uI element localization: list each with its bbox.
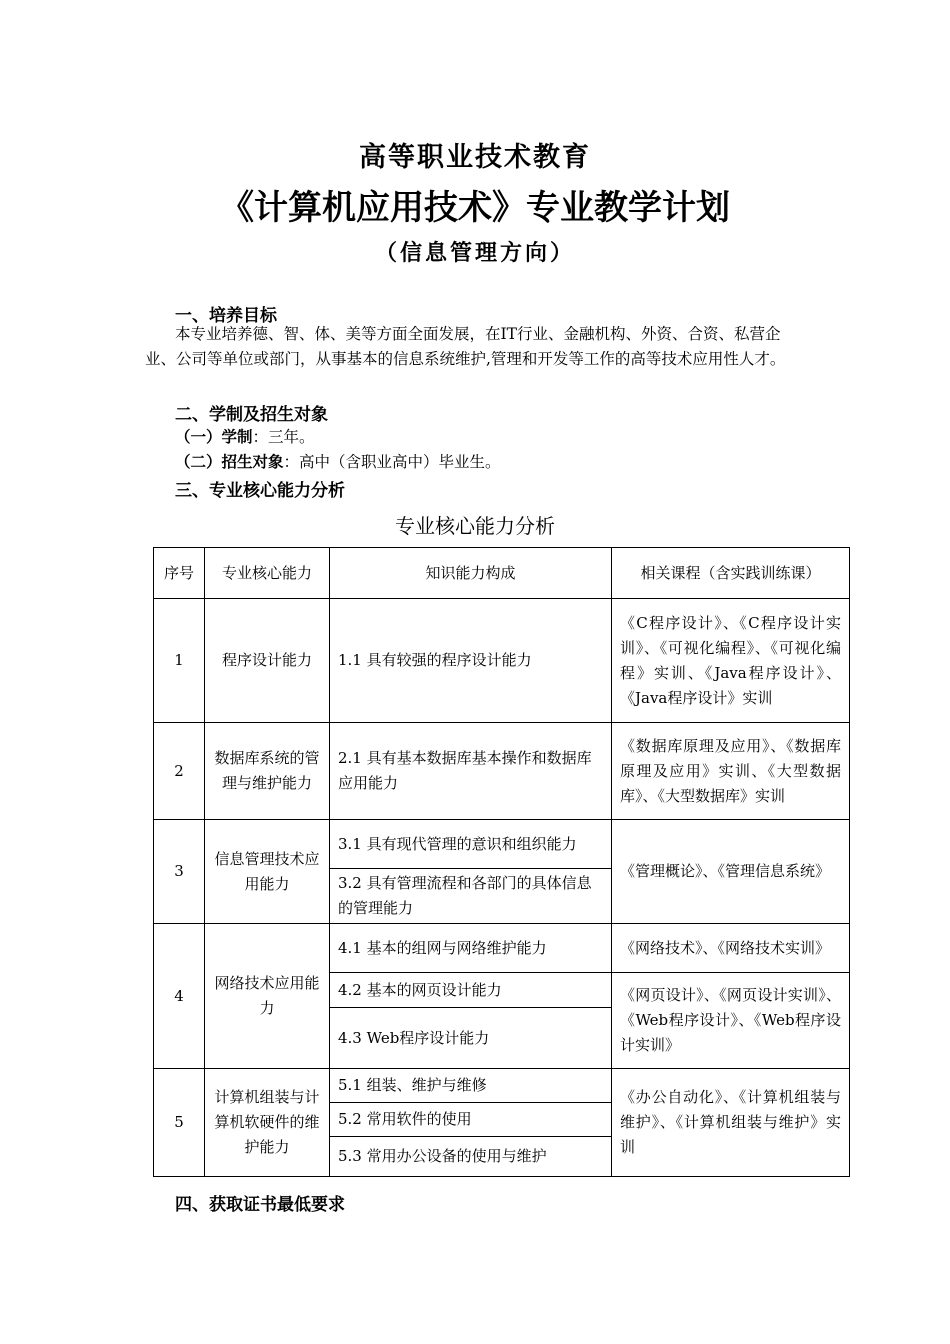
row-courses: 《办公自动化》、《计算机组装与维护》、《计算机组装与维护》实训 <box>612 1069 850 1177</box>
row-knowledge: 4.2 基本的网页设计能力 <box>330 973 612 1008</box>
duration-label: （一）学制 <box>175 428 253 446</box>
table-row <box>154 599 850 723</box>
section-heading-certificates: 四、获取证书最低要求 <box>175 1195 345 1215</box>
row-courses: 《网页设计》、《网页设计实训》、《Web程序设计》、《Web程序设计实训》 <box>612 973 850 1069</box>
header-knowledge: 知识能力构成 <box>330 548 612 599</box>
enrollment-value: ：高中（含职业高中）毕业生。 <box>283 453 501 471</box>
row-ability: 计算机组装与计算机软硬件的维护能力 <box>205 1069 330 1177</box>
row-number: 5 <box>154 1069 205 1177</box>
row-knowledge: 5.3 常用办公设备的使用与维护 <box>330 1137 612 1177</box>
doc-title-direction: （信息管理方向） <box>374 241 575 266</box>
section-heading-duration: 二、学制及招生对象 <box>175 405 328 425</box>
row-courses: 《管理概论》、《管理信息系统》 <box>612 820 850 924</box>
row-ability: 网络技术应用能力 <box>205 924 330 1069</box>
duration-value: ：三年。 <box>252 428 315 446</box>
row-number: 2 <box>154 723 205 820</box>
table-row <box>154 1069 850 1103</box>
core-ability-table <box>153 547 850 1177</box>
row-knowledge: 3.1 具有现代管理的意识和组织能力 <box>330 820 612 869</box>
row-courses: 《网络技术》、《网络技术实训》 <box>612 924 850 973</box>
row-knowledge: 3.2 具有管理流程和各部门的具体信息的管理能力 <box>330 869 612 924</box>
row-ability: 程序设计能力 <box>205 599 330 723</box>
table-caption: 专业核心能力分析 <box>395 514 555 538</box>
row-knowledge: 5.1 组装、维护与维修 <box>330 1069 612 1103</box>
table-row <box>154 924 850 973</box>
duration-line <box>175 425 315 447</box>
row-courses: 《C程序设计》、《C程序设计实训》、《可视化编程》、《可视化编程》实训、《Java程序设计》、《Java程序设计》实训 <box>612 599 850 723</box>
row-knowledge: 4.1 基本的组网与网络维护能力 <box>330 924 612 973</box>
doc-title-line1: 高等职业技术教育 <box>359 142 591 173</box>
enrollment-line <box>175 450 501 472</box>
row-number: 3 <box>154 820 205 924</box>
header-courses: 相关课程（含实践训练课） <box>612 548 850 599</box>
section-heading-core-ability: 三、专业核心能力分析 <box>175 481 345 501</box>
table-row <box>154 723 850 820</box>
section-goal-text: 本专业培养德、智、体、美等方面全面发展，在IT行业、金融机构、外资、合资、私营企业、公司等单位或部门，从事基本的信息系统维护,管理和开发等工作的高等技术应用性人才。 <box>145 325 786 368</box>
row-knowledge: 2.1 具有基本数据库基本操作和数据库应用能力 <box>330 723 612 820</box>
row-knowledge: 5.2 常用软件的使用 <box>330 1103 612 1137</box>
row-courses: 《数据库原理及应用》、《数据库原理及应用》实训、《大型数据库》、《大型数据库》实训 <box>612 723 850 820</box>
row-ability: 数据库系统的管理与维护能力 <box>205 723 330 820</box>
table-header-row <box>154 548 850 599</box>
row-number: 1 <box>154 599 205 723</box>
row-number: 4 <box>154 924 205 1069</box>
row-knowledge: 4.3 Web程序设计能力 <box>330 1008 612 1069</box>
table-row <box>154 820 850 869</box>
doc-title-main: 《计算机应用技术》专业教学计划 <box>220 188 730 228</box>
enrollment-label: （二）招生对象 <box>175 453 284 471</box>
row-knowledge: 1.1 具有较强的程序设计能力 <box>330 599 612 723</box>
header-no: 序号 <box>154 548 205 599</box>
header-ability: 专业核心能力 <box>205 548 330 599</box>
row-ability: 信息管理技术应用能力 <box>205 820 330 924</box>
section-heading-goal: 一、培养目标 <box>175 306 277 326</box>
